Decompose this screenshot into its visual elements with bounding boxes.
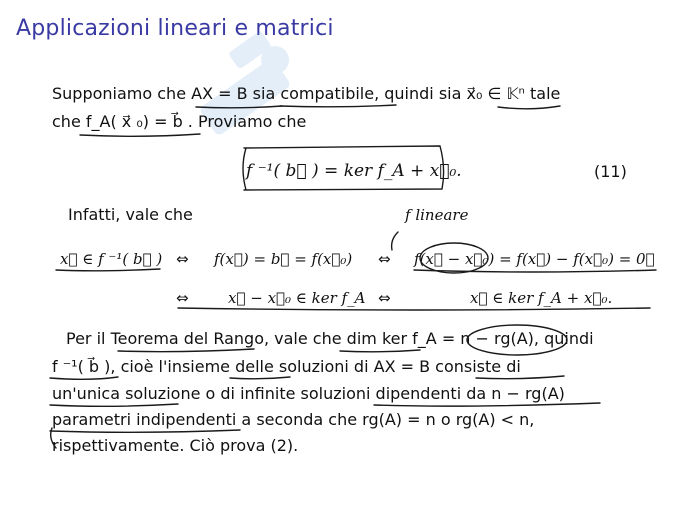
underline-row1-rhs xyxy=(414,270,656,272)
para2-line4: parametri indipendenti a seconda che rg(A) = n o rg(A) < n, xyxy=(52,410,535,429)
para2-line1: Per il Teorema del Rango, vale che dim ker f_A = n − rg(A), quindi xyxy=(66,329,594,348)
para2-line3: un'unica soluzione o di infinite soluzioni dipendenti da n − rg(A) xyxy=(52,384,565,403)
equiv-row2-rhs: x⃗ ∈ ker f_A + x⃗₀. xyxy=(470,289,613,307)
para2-line5: rispettivamente. Ciò prova (2). xyxy=(52,436,299,455)
underline-x0 xyxy=(498,106,560,109)
equiv-row1-iff1: ⇔ xyxy=(176,250,189,268)
equiv-row1-mid: f(x⃗) = b⃗ = f(x⃗₀) xyxy=(214,250,353,268)
equiv-row1-iff2: ⇔ xyxy=(378,250,391,268)
equiv-row2-mid: x⃗ − x⃗₀ ∈ ker f_A xyxy=(228,289,366,307)
underline-unica xyxy=(50,404,178,406)
equation-11: f ⁻¹( b⃗ ) = ker f_A + x⃗₀. xyxy=(246,161,462,181)
para1-line2: che f_A( x⃗ ₀) = b⃗ . Proviamo che xyxy=(52,112,307,131)
underline-parametri xyxy=(50,430,240,432)
equiv-row2-iff2: ⇔ xyxy=(378,289,391,307)
para2-line2: f ⁻¹( b⃗ ), cioè l'insieme delle soluzioni di AX = B consiste di xyxy=(52,357,521,376)
underline-fa-x0 xyxy=(80,134,200,136)
underline-dim-ker xyxy=(340,350,420,352)
equiv-row1-rhs: f(x⃗ − x⃗₀) = f(x⃗) − f(x⃗₀) = 0⃗ xyxy=(414,250,655,268)
underline-compatibile xyxy=(280,105,396,107)
underline-row1-lhs xyxy=(56,269,160,271)
note-arrow xyxy=(392,232,398,250)
equation-number: (11) xyxy=(594,162,627,181)
handwritten-note: f lineare xyxy=(405,206,469,224)
infatti-line: Infatti, vale che xyxy=(68,205,193,224)
underline-insieme xyxy=(230,377,290,379)
underline-ax-b xyxy=(196,106,282,108)
equiv-row1-lhs: x⃗ ∈ f ⁻¹( b⃗ ) xyxy=(60,250,163,268)
underline-teorema xyxy=(118,349,254,352)
equiv-row2-iff1: ⇔ xyxy=(176,289,189,307)
slide-title: Applicazioni lineari e matrici xyxy=(16,16,334,41)
underline-row2 xyxy=(178,308,650,310)
underline-f-inv xyxy=(50,377,118,379)
para1-line1: Supponiamo che AX = B sia compatibile, quindi sia x⃗₀ ∈ 𝕂ⁿ tale xyxy=(52,84,561,103)
